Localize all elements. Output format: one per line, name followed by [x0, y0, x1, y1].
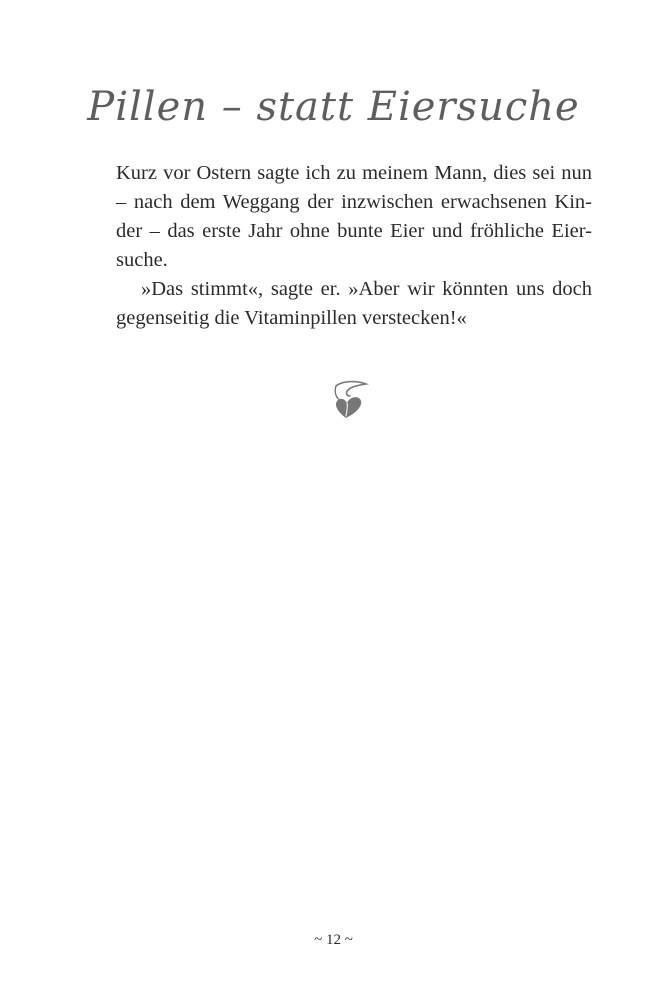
body-text — [116, 159, 592, 333]
text-line: Kurz vor Ostern sagte ich zu meinem Mann, dies sei nun — [116, 162, 592, 184]
text-line: suche. — [116, 249, 168, 271]
text-line: der – das erste Jahr ohne bunte Eier und fröhliche Eier- — [116, 220, 592, 242]
text-line: – nach dem Weggang der inzwischen erwachsenen Kin- — [116, 191, 592, 213]
page-number: ~ 12 ~ — [314, 932, 353, 948]
text-line: gegenseitig die Vitaminpillen verstecken!« — [116, 307, 467, 329]
chapter-title: Pillen – statt Eiersuche — [87, 84, 580, 130]
text-line: »Das stimmt«, sagte er. »Aber wir könnten uns doch — [141, 278, 592, 300]
leaf-ornament-icon — [326, 378, 370, 422]
